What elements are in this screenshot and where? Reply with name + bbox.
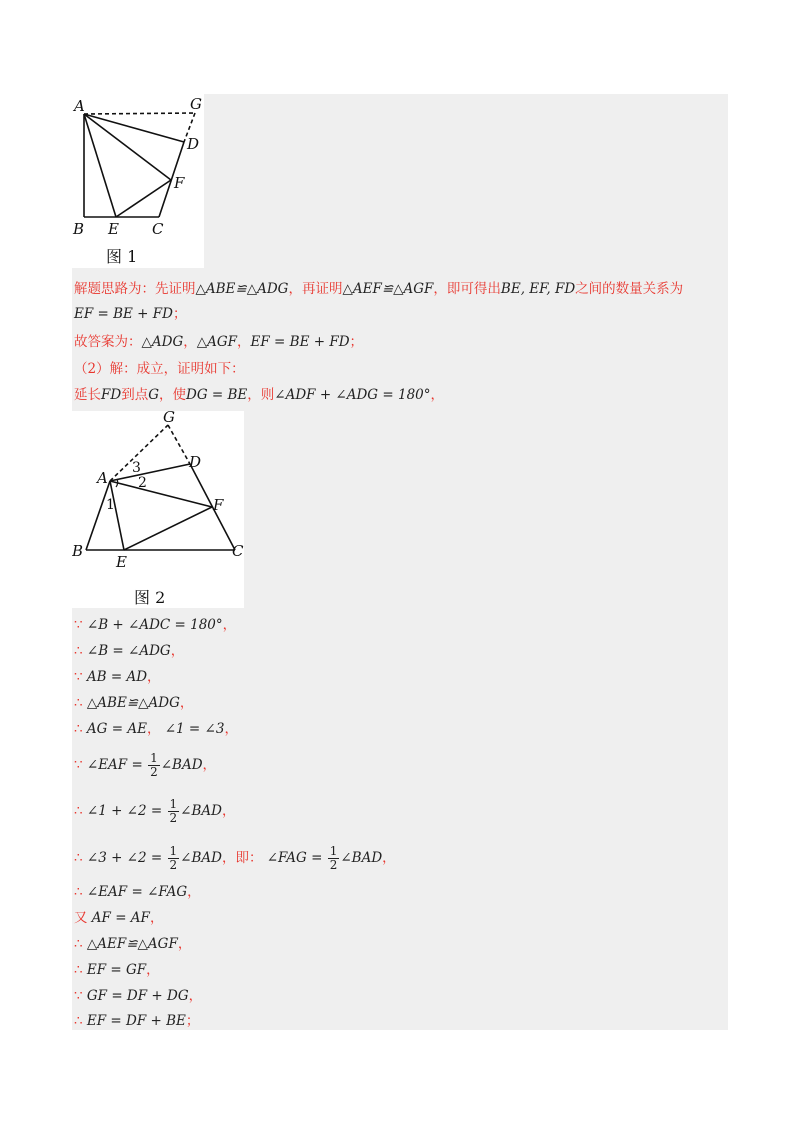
- label-a: A: [97, 469, 108, 487]
- segment-ef: [116, 180, 171, 217]
- label-d: D: [189, 453, 202, 471]
- answer-line: 故答案为：△ADG，△AGF，EF = BE + FD；: [74, 334, 364, 350]
- proof-line-9: ∴ ∠EAF = ∠FAG，: [74, 884, 201, 900]
- segment-ae: [84, 114, 116, 217]
- angle-label-3: 3: [132, 460, 141, 476]
- proof-line-7: ∴ ∠1 + ∠2 = $\frac{1}{2}$ ∠BAD，: [74, 797, 236, 825]
- fraction-half: $\frac{1}{2}$: [150, 751, 158, 779]
- label-c: C: [232, 542, 244, 560]
- segment-ae: [110, 481, 124, 550]
- proof-line-11: ∴ △AEF≌△AGF，: [74, 936, 192, 952]
- proof-line-14: ∴ EF = DF + BE；: [74, 1013, 200, 1029]
- fraction-half: $\frac{1}{2}$: [169, 844, 178, 872]
- angle-label-2: 2: [138, 475, 147, 491]
- segment-ad: [110, 464, 190, 481]
- label-f: F: [174, 174, 185, 192]
- segment-ef: [124, 507, 212, 550]
- proof-line-10: 又 AF = AF，: [74, 910, 164, 926]
- label-d: D: [187, 135, 200, 153]
- label-g: G: [190, 95, 202, 113]
- segment-gd-dashed: [168, 425, 190, 464]
- fraction-half: $\frac{1}{2}$: [169, 797, 178, 825]
- fraction-half: $\frac{1}{2}$: [329, 844, 338, 872]
- segment-ag-dashed: [84, 113, 195, 114]
- figure-2-diagram: [72, 411, 244, 608]
- part-2-heading: （2）解：成立，证明如下：: [74, 361, 245, 377]
- figure-1-diagram: [72, 94, 204, 268]
- segment-ab: [86, 481, 110, 550]
- extend-line: 延长FD到点G，使DG = BE，则∠ADF + ∠ADG = 180°，: [74, 387, 445, 403]
- proof-line-8: ∴ ∠3 + ∠2 = $\frac{1}{2}$ ∠BAD，即： ∠FAG = $\frac{1}{2}$ ∠BAD，: [74, 844, 396, 872]
- figure-2-caption: 图 2: [134, 588, 166, 607]
- figure-2: [72, 411, 244, 608]
- segment-af: [84, 114, 171, 180]
- label-b: B: [73, 220, 85, 238]
- segment-af: [110, 481, 212, 507]
- proof-line-5: ∴ AG = AE， ∠1 = ∠3，: [74, 721, 238, 737]
- proof-line-4: ∴ △ABE≌△ADG，: [74, 695, 194, 711]
- figure-1-caption: 图 1: [106, 247, 138, 266]
- label-e: E: [108, 220, 119, 238]
- angle-label-1: 1: [106, 497, 115, 513]
- label-a: A: [74, 97, 85, 115]
- label-f: F: [213, 496, 224, 514]
- label-c: C: [152, 220, 164, 238]
- proof-line-13: ∵ GF = DF + DG，: [74, 988, 203, 1004]
- figure-1: [72, 94, 204, 268]
- proof-line-1: ∵ ∠B + ∠ADC = 180°，: [74, 617, 237, 633]
- label-e: E: [116, 553, 127, 571]
- label-b: B: [72, 542, 84, 560]
- proof-line-6: ∵ ∠EAF = $\frac{1}{2}$ ∠BAD，: [74, 751, 217, 779]
- proof-line-2: ∴ ∠B = ∠ADG，: [74, 643, 185, 659]
- solution-idea-line: 解题思路为：先证明△ABE≌△ADG，再证明△AEF≌△AGF，即可得出BE, EF, FD之间的数量关系为: [74, 281, 684, 297]
- proof-line-12: ∴ EF = GF，: [74, 962, 160, 978]
- segment-ad: [84, 114, 184, 142]
- label-g: G: [163, 411, 175, 426]
- relation-line: EF = BE + FD；: [74, 306, 187, 322]
- proof-line-3: ∵ AB = AD，: [74, 669, 161, 685]
